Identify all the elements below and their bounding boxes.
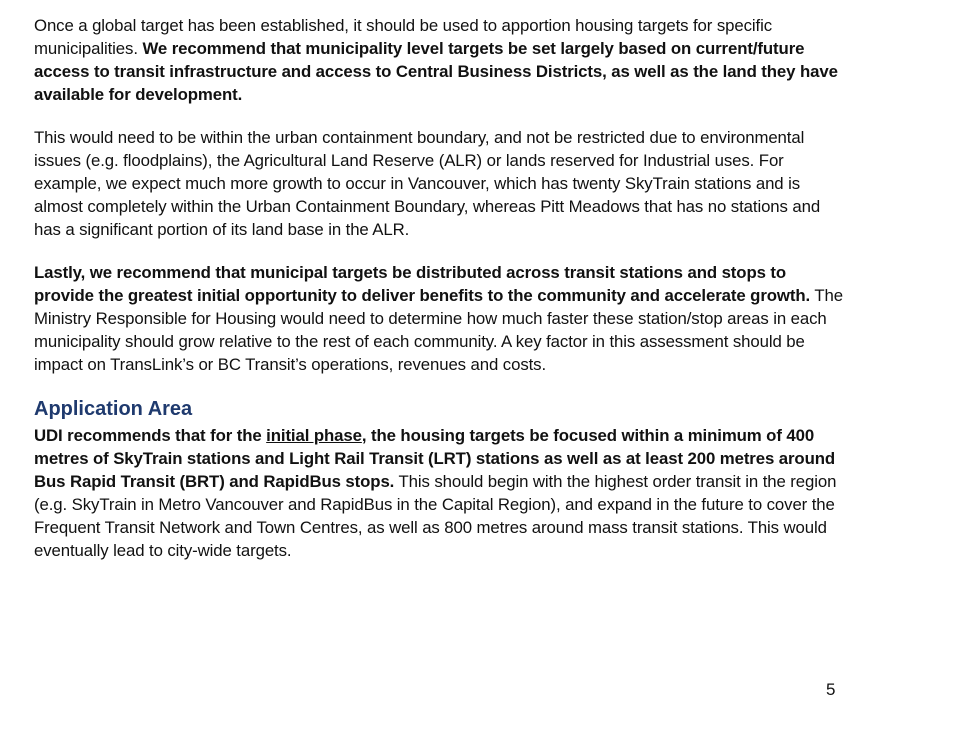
paragraph-text: This would need to be within the urban containment boundary, and not be restricted due to environmental issues (e.g. floodplains), the Agricultural Land Reserve (ALR) or lands reserved for Industrial uses. For example, we expect much more growth to occur in Vancouver, which has twenty SkyTrain stations and is almost completely within the Urban Containment Boundary, whereas Pitt Meadows that has no stations and has a significant portion of its land base in the ALR. xyxy=(34,128,821,239)
paragraph-urban-containment xyxy=(34,126,849,241)
emphasis-initial-phase: initial phase xyxy=(266,426,362,445)
recommendation-text: We recommend that municipality level targets be set largely based on current/future access to transit infrastructure and access to Central Business Districts, as well as the land they have available for development. xyxy=(34,39,838,104)
paragraph-text: This should begin with the highest order transit in the region (e.g. SkyTrain in Metro Vancouver and RapidBus in the Capital Region), and expand in the future to cover the Frequent Transit Network and Town Centres, as well as 800 metres around mass transit stations. This would eventually lead to city-wide targets. xyxy=(34,472,837,560)
paragraph-application-area xyxy=(34,424,849,562)
paragraph-text: The Ministry Responsible for Housing would need to determine how much faster these station/stop areas in each municipality should grow relative to the rest of each community. A key factor in this assessment should be impact on TransLink’s or BC Transit’s operations, revenues and costs. xyxy=(34,286,843,374)
recommendation-text: , the housing targets be focused within a minimum of 400 metres of SkyTrain stations and Light Rail Transit (LRT) stations as well as at least 200 metres around Bus Rapid Transit (BRT) and RapidBus stops. xyxy=(34,426,836,491)
document-page xyxy=(34,14,849,582)
paragraph-transit-stations xyxy=(34,261,849,376)
recommendation-text: UDI recommends that for the xyxy=(34,426,267,445)
section-heading: Application Area xyxy=(34,398,193,420)
page-number: 5 xyxy=(826,680,836,699)
recommendation-text: Lastly, we recommend that municipal targets be distributed across transit stations and stops to provide the greatest initial opportunity to deliver benefits to the community and accelerate growth. xyxy=(34,263,811,305)
paragraph-municipal-targets xyxy=(34,14,849,106)
paragraph-text: Once a global target has been established, it should be used to apportion housing targets for specific municipalities. xyxy=(34,16,772,58)
